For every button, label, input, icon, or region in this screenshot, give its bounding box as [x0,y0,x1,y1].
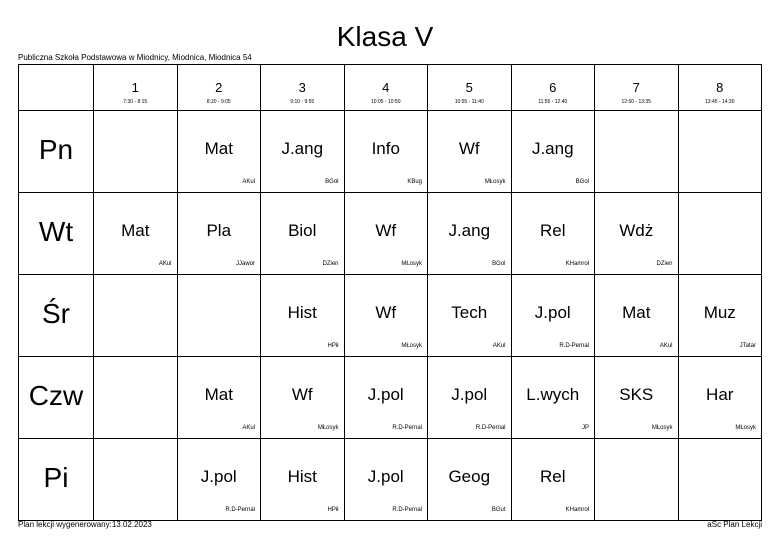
period-time: 9:10 - 9:55 [290,99,315,105]
lesson-cell [595,275,679,357]
lesson-subject: Biol [288,221,317,240]
day-cell [19,193,94,275]
lesson-cell [511,439,595,521]
lesson-cell [595,357,679,439]
lesson-teacher: MŁosyk [651,425,673,431]
day-name: Pn [38,134,74,165]
period-time: 7:30 - 8:15 [123,99,148,105]
lesson-cell [678,357,762,439]
lesson-teacher: DZien [656,261,673,267]
lesson-subject: Mat [622,303,651,322]
lesson-subject: SKS [619,385,654,404]
lesson-subject: J.ang [531,139,574,158]
period-time: 10:55 - 11:40 [454,99,484,105]
period-number: 7 [632,80,640,95]
lesson-cell [344,275,428,357]
lesson-subject: J.pol [200,467,237,486]
lesson-teacher: AKul [242,179,255,185]
day-row [19,439,762,521]
lesson-subject: Wdż [619,221,654,240]
lesson-teacher: AKul [158,261,172,267]
page-title: Klasa V [336,21,434,52]
day-cell [19,111,94,193]
lesson-subject: Muz [703,303,736,322]
lesson-teacher: MŁosyk [317,425,339,431]
lesson-cell [678,193,762,275]
lesson-cell [94,439,178,521]
lesson-teacher: HPił [327,343,339,349]
lesson-cell [344,357,428,439]
lesson-cell [511,193,595,275]
period-number: 2 [215,80,223,95]
lesson-cell [177,439,261,521]
lesson-subject: Har [706,385,734,404]
lesson-teacher: MŁosyk [401,343,422,349]
lesson-teacher: HPił [327,507,339,513]
lesson-teacher: R.D-Pernal [392,425,422,431]
lesson-subject: Wf [458,139,480,158]
lesson-subject: J.pol [534,303,571,322]
lesson-subject: Geog [448,467,491,486]
lesson-cell [678,439,762,521]
lesson-subject: Wf [291,385,313,404]
lesson-cell [261,193,345,275]
period-header-row [19,65,762,111]
lesson-cell [595,111,679,193]
lesson-cell [94,275,178,357]
lesson-cell [177,111,261,193]
lesson-cell [511,275,595,357]
lesson-cell [94,111,178,193]
period-header-cell [344,65,428,111]
day-cell [19,357,94,439]
lesson-teacher: R.D-Pernal [392,507,422,513]
day-cell [19,275,94,357]
lesson-cell [678,275,762,357]
period-header-cell [94,65,178,111]
lesson-teacher: JTatar [739,343,756,349]
app-name: aSc Plan Lekcji [707,520,762,529]
lesson-subject: Rel [539,467,566,486]
lesson-cell [94,357,178,439]
period-time: 11:55 - 12:40 [538,99,568,105]
lesson-subject: Mat [204,139,233,158]
lesson-subject: J.ang [281,139,324,158]
lesson-subject: Info [371,139,400,158]
lesson-cell [177,193,261,275]
lesson-cell [428,275,512,357]
lesson-cell [261,439,345,521]
lesson-cell [94,193,178,275]
period-number: 1 [131,80,139,95]
day-cell [19,439,94,521]
period-number: 5 [465,80,473,95]
period-header-cell [261,65,345,111]
lesson-teacher: MŁosyk [484,179,506,185]
lesson-cell [428,193,512,275]
lesson-teacher: AKul [659,343,673,349]
lesson-cell [428,357,512,439]
lesson-teacher: AKul [242,425,255,431]
lesson-subject: Hist [287,303,317,322]
lesson-subject: J.pol [451,385,488,404]
lesson-teacher: R.D-Pernal [475,425,506,431]
period-header-cell [678,65,762,111]
lesson-teacher: AKul [492,343,506,349]
period-number: 4 [382,80,390,95]
period-header-cell [511,65,595,111]
day-row [19,275,762,357]
corner-cell [19,65,94,111]
lesson-teacher: R.D-Pernal [225,507,255,513]
lesson-cell [344,193,428,275]
day-name: Pi [43,462,69,493]
period-time: 13:45 - 14:30 [705,99,735,105]
lesson-cell [595,193,679,275]
lesson-subject: Wf [375,303,397,322]
lesson-subject: Wf [375,221,397,240]
generated-date: Plan lekcji wygenerowany:13.02.2023 [18,520,152,529]
period-header-cell [595,65,679,111]
lesson-cell [261,275,345,357]
period-number: 6 [549,80,557,95]
period-time: 10:05 - 10:50 [371,99,401,105]
day-name: Wt [38,216,74,247]
lesson-teacher: BGut [491,507,506,513]
lesson-subject: Tech [451,303,488,322]
lesson-teacher: MŁosyk [735,425,756,431]
lesson-cell [428,439,512,521]
lesson-subject: Pla [206,221,232,240]
lesson-subject: Rel [539,221,566,240]
lesson-cell [261,357,345,439]
period-header-cell [177,65,261,111]
lesson-teacher: KHamroł [565,507,589,513]
timetable [18,64,762,521]
lesson-cell [177,357,261,439]
lesson-cell [428,111,512,193]
day-name: Czw [28,380,84,411]
lesson-teacher: MŁosyk [401,261,422,267]
lesson-teacher: JJawor [235,261,255,267]
lesson-teacher: KHamroł [565,261,589,267]
lesson-cell [511,111,595,193]
lesson-subject: Mat [204,385,233,404]
lesson-subject: J.ang [448,221,491,240]
lesson-subject: Mat [121,221,150,240]
lesson-teacher: BGol [325,179,339,185]
lesson-subject: L.wych [526,385,580,404]
period-number: 3 [298,80,306,95]
period-time: 8:20 - 9:05 [206,99,231,105]
period-header-cell [428,65,512,111]
lesson-teacher: DZien [322,261,339,267]
lesson-cell [177,275,261,357]
lesson-cell [261,111,345,193]
school-name: Publiczna Szkoła Podstawowa w Miodnicy, Miodnica, Miodnica 54 [18,53,252,62]
lesson-cell [344,439,428,521]
lesson-cell [511,357,595,439]
day-row [19,111,762,193]
lesson-cell [678,111,762,193]
lesson-subject: Hist [287,467,317,486]
lesson-teacher: JP [581,425,589,431]
day-row [19,357,762,439]
lesson-subject: J.pol [367,467,404,486]
lesson-teacher: BGol [492,261,506,267]
lesson-teacher: BGol [575,179,589,185]
lesson-teacher: KBug [407,179,422,185]
period-number: 8 [716,80,724,95]
period-time: 12:50 - 13:35 [621,99,651,105]
lesson-subject: J.pol [367,385,404,404]
day-row [19,193,762,275]
lesson-teacher: R.D-Pernal [559,343,589,349]
day-name: Śr [42,298,70,329]
lesson-cell [595,439,679,521]
lesson-cell [344,111,428,193]
